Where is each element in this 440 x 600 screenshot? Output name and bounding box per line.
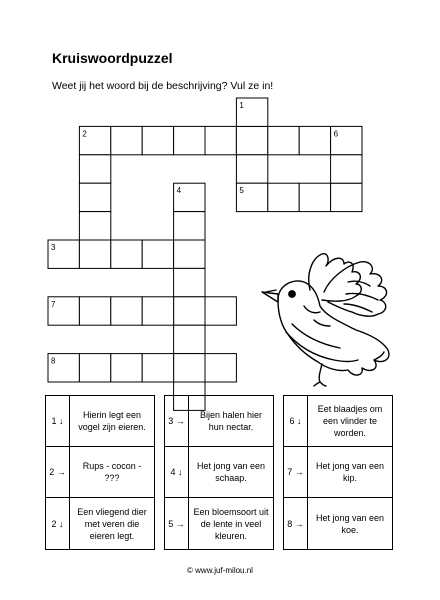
- clue-row: [46, 396, 154, 447]
- page-title: Kruiswoordpuzzel: [52, 50, 173, 66]
- crossword-cell[interactable]: [331, 183, 362, 211]
- crossword-cell[interactable]: [174, 297, 205, 325]
- clue-row: [165, 447, 273, 498]
- clue-number: 5 →: [165, 498, 189, 549]
- crossword-cell[interactable]: [174, 240, 205, 268]
- clue-number-2: 2: [82, 129, 87, 139]
- clue-number: 2 →: [46, 447, 70, 497]
- crossword-cell[interactable]: [205, 297, 236, 325]
- crossword-cell[interactable]: [331, 155, 362, 183]
- clue-number: 1 ↓: [46, 396, 70, 446]
- crossword-cell[interactable]: [111, 354, 142, 382]
- beak: [262, 292, 278, 302]
- clue-text: Bijen halen hier hun nectar.: [199, 410, 263, 432]
- clue-row: [284, 498, 392, 549]
- crossword-cell[interactable]: [236, 126, 267, 154]
- crossword-cell[interactable]: [79, 155, 110, 183]
- clue-text: Het jong van een schaap.: [196, 461, 266, 483]
- clue-number: 6 ↓: [284, 396, 308, 446]
- crossword-cell[interactable]: [142, 126, 173, 154]
- clue-number-5: 5: [239, 186, 244, 196]
- clue-row: [165, 396, 273, 447]
- crossword-cell[interactable]: [111, 297, 142, 325]
- crossword-cell[interactable]: [79, 183, 110, 211]
- front-wing: [324, 262, 387, 316]
- clue-number: 8 →: [284, 498, 308, 549]
- crossword-cell[interactable]: [79, 240, 110, 268]
- crossword-cell[interactable]: [268, 126, 299, 154]
- clue-text: Het jong van een koe.: [315, 512, 385, 535]
- clue-number-7: 7: [51, 299, 56, 309]
- crossword-cell[interactable]: [79, 297, 110, 325]
- clue-box-2: [164, 395, 274, 550]
- clue-number-4: 4: [176, 186, 182, 196]
- crossword-cell[interactable]: [142, 354, 173, 382]
- crossword-cell[interactable]: [142, 297, 173, 325]
- crossword-cell[interactable]: [111, 240, 142, 268]
- crossword-cell[interactable]: [299, 183, 330, 211]
- clue-number-8: 8: [51, 356, 56, 366]
- crossword-cell[interactable]: [111, 126, 142, 154]
- crossword-cell[interactable]: [268, 183, 299, 211]
- crossword-cell[interactable]: [299, 126, 330, 154]
- crossword-cell[interactable]: [174, 212, 205, 240]
- clue-number-1: 1: [239, 101, 244, 110]
- clue-text: Een vliegend dier met veren die eieren legt.: [77, 506, 147, 541]
- clue-text: Rups - cocon - ???: [82, 461, 142, 483]
- bird-illustration: [248, 250, 398, 390]
- clue-text: Het jong van een kip.: [315, 461, 385, 483]
- crossword-cell[interactable]: [79, 354, 110, 382]
- crossword-cell[interactable]: [79, 212, 110, 240]
- clue-number: 3 →: [165, 396, 189, 446]
- clue-box-3: [283, 395, 393, 550]
- clue-number-6: 6: [333, 129, 339, 139]
- clue-text: Eet blaadjes om een vlinder te worden.: [317, 404, 383, 438]
- crossword-cell[interactable]: [174, 268, 205, 296]
- clue-text: Hierin legt een vogel zijn eieren.: [78, 410, 146, 432]
- crossword-cell[interactable]: [205, 126, 236, 154]
- clue-row: [46, 447, 154, 498]
- eye: [289, 291, 295, 297]
- clue-row: [165, 498, 273, 549]
- bird-foot: [314, 364, 326, 386]
- clue-row: [46, 498, 154, 549]
- clue-row: [284, 396, 392, 447]
- crossword-cell[interactable]: [174, 325, 205, 353]
- crossword-cell[interactable]: [205, 354, 236, 382]
- instruction-text: Weet jij het woord bij de beschrijving? Vul ze in!: [52, 80, 274, 92]
- crossword-cell[interactable]: [174, 354, 205, 382]
- clue-number: 2 ↓: [46, 498, 70, 549]
- crossword-cell[interactable]: [236, 155, 267, 183]
- crossword-cell[interactable]: [174, 126, 205, 154]
- clue-box-1: [45, 395, 155, 550]
- clue-number-3: 3: [51, 243, 56, 252]
- clue-text: Een bloemsoort uit de lente in veel kleuren.: [193, 506, 269, 541]
- clue-row: [284, 447, 392, 498]
- clue-number: 4 ↓: [165, 447, 189, 497]
- crossword-cell[interactable]: [142, 240, 173, 268]
- clue-number: 7 →: [284, 447, 308, 497]
- footer-credit: © www.juf-milou.nl: [187, 566, 253, 575]
